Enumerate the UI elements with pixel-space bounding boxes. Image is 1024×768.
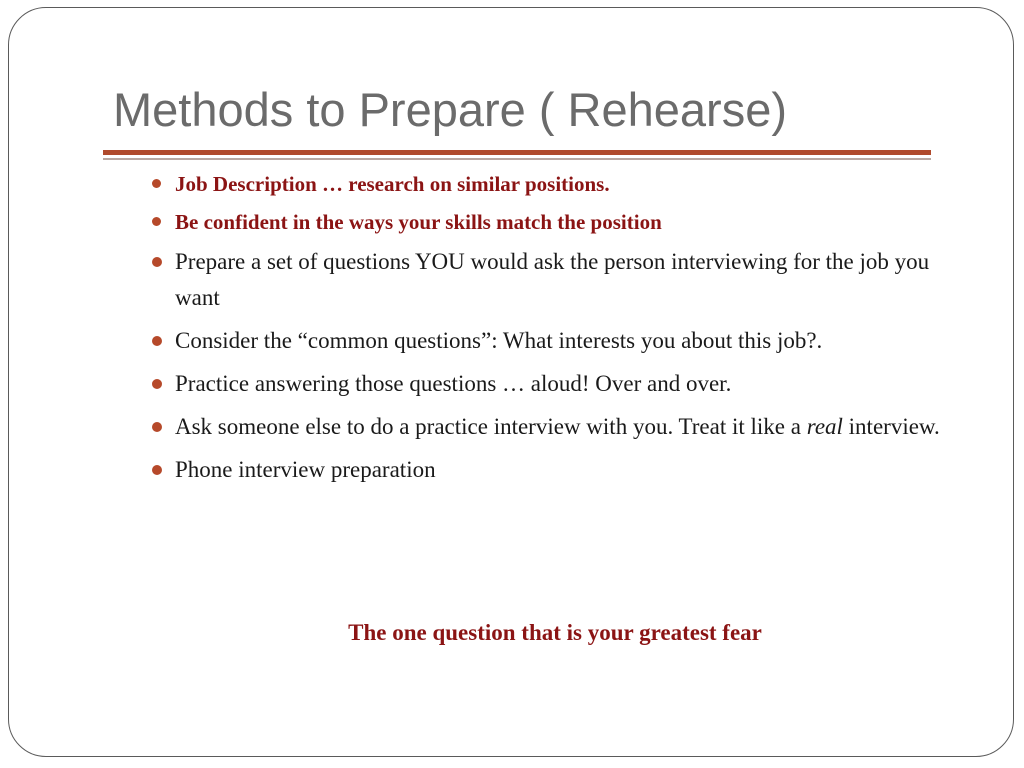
- bullet-text: Job Description … research on similar positions.: [175, 172, 610, 196]
- bullet-item: [152, 409, 972, 445]
- bullet-text-part: interview.: [842, 414, 940, 439]
- bullet-dot-icon: [152, 217, 161, 226]
- bullet-item: [152, 323, 972, 359]
- bullet-item: [152, 206, 972, 238]
- bullet-dot-icon: [152, 465, 162, 475]
- bullet-text-part: Ask someone else to do a practice interview with you. Treat it like a: [175, 414, 807, 439]
- bullet-dot-icon: [152, 422, 162, 432]
- bullet-dot-icon: [152, 257, 162, 267]
- slide-title: Methods to Prepare ( Rehearse): [113, 83, 787, 136]
- bullet-list: [152, 168, 972, 495]
- bullet-dot-icon: [152, 379, 162, 389]
- bullet-item: [152, 366, 972, 402]
- bullet-item: [152, 452, 972, 488]
- bullet-text: Prepare a set of questions YOU would ask the person interviewing for the job you want: [175, 249, 930, 310]
- bullet-item: [152, 168, 972, 200]
- bullet-text: Practice answering those questions … aloud! Over and over.: [175, 371, 732, 396]
- closing-line: The one question that is your greatest fear: [348, 620, 762, 645]
- bullet-item: [152, 244, 972, 316]
- bullet-text: Phone interview preparation: [175, 457, 436, 482]
- bullet-text: Be confident in the ways your skills match the position: [175, 210, 662, 234]
- bullet-text-italic: real: [806, 414, 843, 439]
- bullet-text: Consider the “common questions”: What interests you about this job?.: [175, 328, 823, 353]
- bullet-dot-icon: [152, 179, 161, 188]
- title-underline-thin: [103, 158, 931, 160]
- bullet-dot-icon: [152, 336, 162, 346]
- title-underline: [103, 150, 931, 155]
